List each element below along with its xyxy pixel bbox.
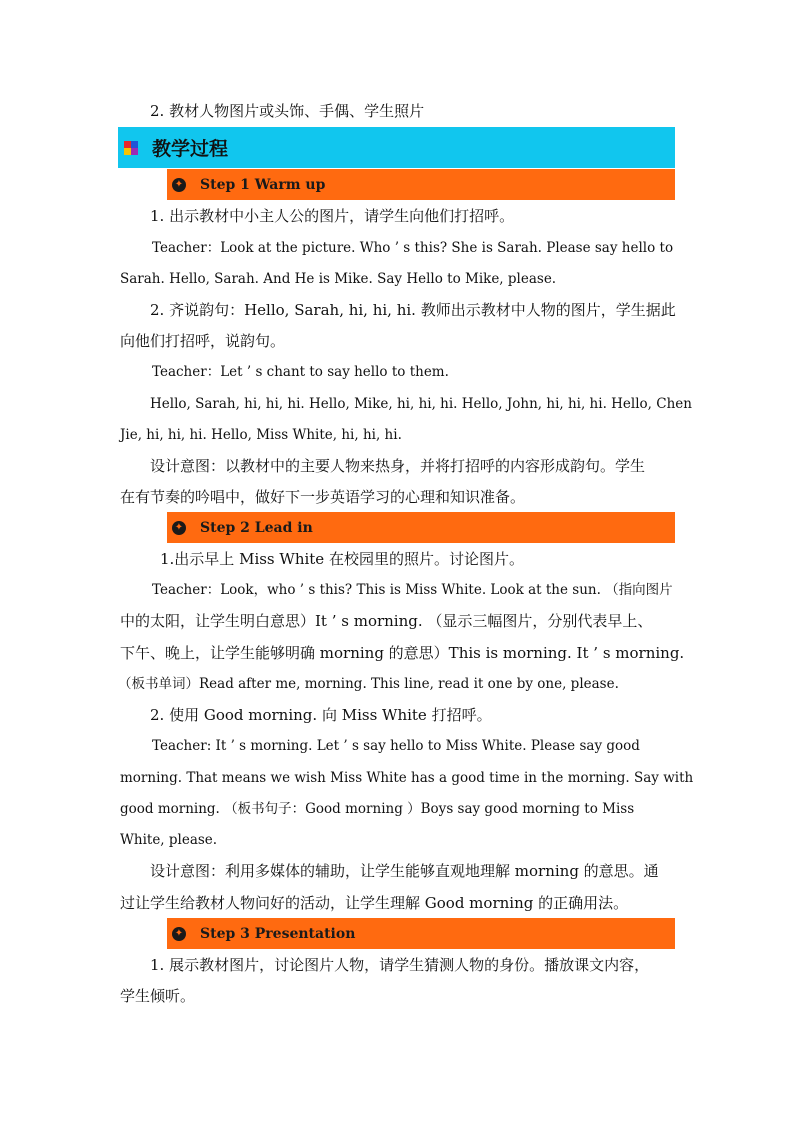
step-3-header xyxy=(167,918,675,949)
step1-line-8: Jie, hi, hi, hi. Hello, Miss White, hi, hi, hi. xyxy=(120,427,402,443)
star-circle-icon: ✦ xyxy=(172,178,186,192)
star-circle-icon: ✦ xyxy=(172,927,186,941)
step2-line-4: 下午、晚上，让学生能够明确 morning 的意思）This is morning. It ’ s morning. xyxy=(120,644,685,662)
step1-line-3: Sarah. Hello, Sarah. And He is Mike. Say Hello to Mike, please. xyxy=(120,271,557,287)
step-1-label: Step 1 Warm up xyxy=(200,176,326,193)
star-circle-icon: ✦ xyxy=(172,521,186,535)
step1-design-intent-2: 在有节奏的吟唱中，做好下一步英语学习的心理和知识准备。 xyxy=(120,488,526,506)
step1-line-2: Teacher：Look at the picture. Who ’ s this? She is Sarah. Please say hello to xyxy=(152,240,674,256)
step2-line-6: 2. 使用 Good morning. 向 Miss White 打招呼。 xyxy=(150,706,492,724)
step-1-header xyxy=(167,169,675,200)
step1-line-7: Hello, Sarah, hi, hi, hi. Hello, Mike, hi, hi, hi. Hello, John, hi, hi, hi. Hello, Chen xyxy=(150,396,692,412)
step2-line-5: （板书单词）Read after me, morning. This line, read it one by one, please. xyxy=(118,676,619,692)
step2-design-intent-1: 设计意图：利用多媒体的辅助，让学生能够直观地理解 morning 的意思。通 xyxy=(150,862,659,880)
step-2-label: Step 2 Lead in xyxy=(200,519,313,536)
step2-line-10: White, please. xyxy=(120,832,218,848)
step1-line-4: 2. 齐说韵句：Hello, Sarah, hi, hi, hi. 教师出示教材中人物的图片，学生据此 xyxy=(150,301,676,319)
step1-line-5: 向他们打招呼，说韵句。 xyxy=(120,332,286,350)
step1-line-6: Teacher：Let ’ s chant to say hello to them. xyxy=(152,364,449,380)
step2-line-3: 中的太阳，让学生明白意思）It ’ s morning. （显示三幅图片，分别代表早上、 xyxy=(120,612,653,630)
step-2-header xyxy=(167,512,675,543)
section-header-teaching-process xyxy=(118,127,675,168)
colored-squares-icon xyxy=(124,141,138,155)
step2-design-intent-2: 过让学生给教材人物问好的活动，让学生理解 Good morning 的正确用法。 xyxy=(120,894,629,912)
step2-line-9: good morning. （板书句子：Good morning ）Boys say good morning to Miss xyxy=(120,801,635,817)
step3-line-1: 1. 展示教材图片，讨论图片人物，请学生猜测人物的身份。播放课文内容， xyxy=(150,956,650,974)
step3-line-2: 学生倾听。 xyxy=(120,987,196,1005)
prep-item-2: 2. 教材人物图片或头饰、手偶、学生照片 xyxy=(150,102,425,120)
step-3-label: Step 3 Presentation xyxy=(200,925,356,942)
step2-line-2: Teacher：Look，who ’ s this? This is Miss White. Look at the sun. （指向图片 xyxy=(152,582,673,598)
step1-design-intent-1: 设计意图：以教材中的主要人物来热身，并将打招呼的内容形成韵句。学生 xyxy=(150,457,646,475)
step2-line-8: morning. That means we wish Miss White has a good time in the morning. Say with xyxy=(120,770,694,786)
step1-line-1: 1. 出示教材中小主人公的图片，请学生向他们打招呼。 xyxy=(150,207,515,225)
step2-line-1: 1.出示早上 Miss White 在校园里的照片。讨论图片。 xyxy=(160,550,524,568)
step2-line-7: Teacher: It ’ s morning. Let ’ s say hello to Miss White. Please say good xyxy=(152,738,640,754)
section-title: 教学过程 xyxy=(152,138,229,160)
